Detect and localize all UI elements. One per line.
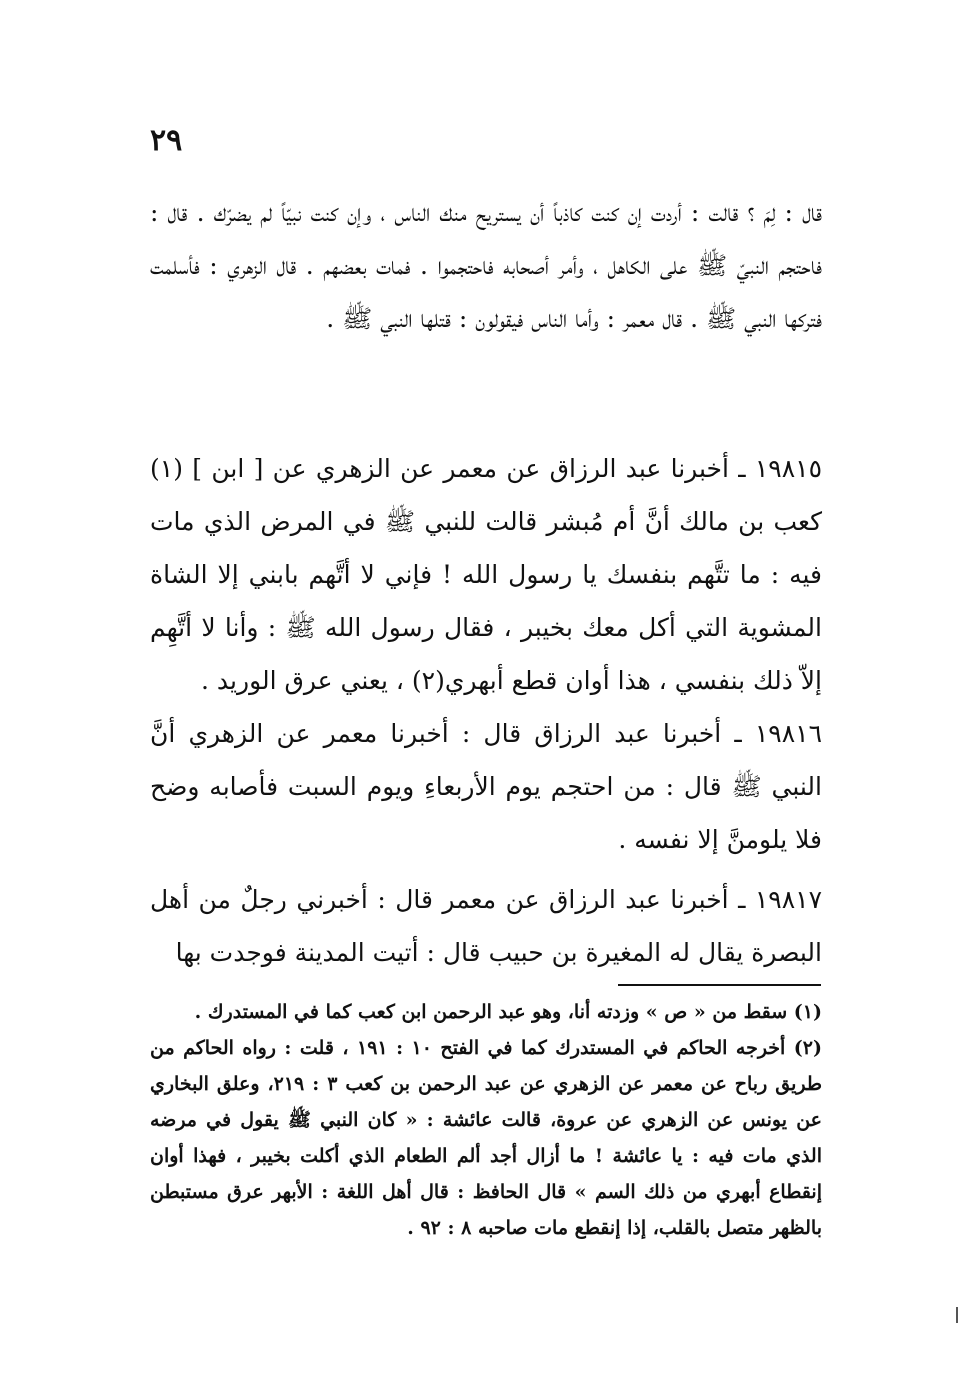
paragraph-narration-continued: قال : لِمَ ؟ قالت : أردت إن كنت كاذباً أن يستريح منك الناس ، وإن كنت نبيّاً لم يضرّك . قال : فاحتجم النبيّ ﷺ على الكاهل ، وأمر أصحابه فاحتجموا . فمات بعضهم . قال الزهري : فأسلمت فتركها النبي ﷺ . قال معمر : وأما الناس فيقولون : قتلها النبي ﷺ . xyxy=(150,198,822,333)
paragraph-hadith-19815: ١٩٨١٥ ـ أخبرنا عبد الرزاق عن معمر عن الزهري عن [ ابن ] (١) كعب بن مالك أنَّ أم مُبشر قالت للنبي ﷺ في المرض الذي مات فيه : ما تتَّهم بنفسك يا رسول الله ! فإني لا أتَّهم بابني إلا الشاة المشوية التي أكل معك بخيبر ، فقال رسول الله ﷺ : وأنا لا أتَّهِم إلاّ ذلك بنفسي ، هذا أوان قطع أبهري(٢) ، يعني عرق الوريد . xyxy=(150,454,822,695)
footnotes-section xyxy=(150,994,822,1246)
footnote-divider xyxy=(618,984,821,986)
footnote-1: (١) سقط من « ص » وزدته أنا، وهو عبد الرحمن ابن كعب كما في المستدرك . xyxy=(194,1001,822,1023)
page-number: ٢٩ xyxy=(150,123,183,158)
footnote-2: (٢) أخرجه الحاكم في المستدرك كما في الفتح ١٠ : ١٩١ ، قلت : رواه الحاكم من طريق رباح عن معمر عن الزهري عن عبد الرحمن بن كعب ٣ : ٢١٩، وعلق البخاري عن يونس عن الزهري عن عروة، قالت عائشة : « كان النبي ﷺ يقول في مرضه الذي مات فيه : يا عائشة ! ما أزال أجد ألم الطعام الذي أكلت بخيبر ، فهذا أوان إنقطاع أبهري من ذلك السم » قال الحافظ : قال أهل اللغة : الأبهر عرق مستبطن بالظهر متصل بالقلب، إذا إنقطع مات صاحبه ٨ : ٩٢ . xyxy=(150,1037,822,1239)
margin-mark xyxy=(956,1307,958,1323)
paragraph-hadith-19817: ١٩٨١٧ ـ أخبرنا عبد الرزاق عن معمر قال : أخبرني رجلٌ من أهل البصرة يقال له المغيرة بن حبيب قال : أتيت المدينة فوجدت بها xyxy=(150,885,822,967)
paragraph-hadith-19816: ١٩٨١٦ ـ أخبرنا عبد الرزاق قال : أخبرنا معمر عن الزهري أنَّ النبي ﷺ قال : من احتجم يوم الأربعاءِ ويوم السبت فأصابه وضح فلا يلومنَّ إلا نفسه . xyxy=(150,719,822,854)
